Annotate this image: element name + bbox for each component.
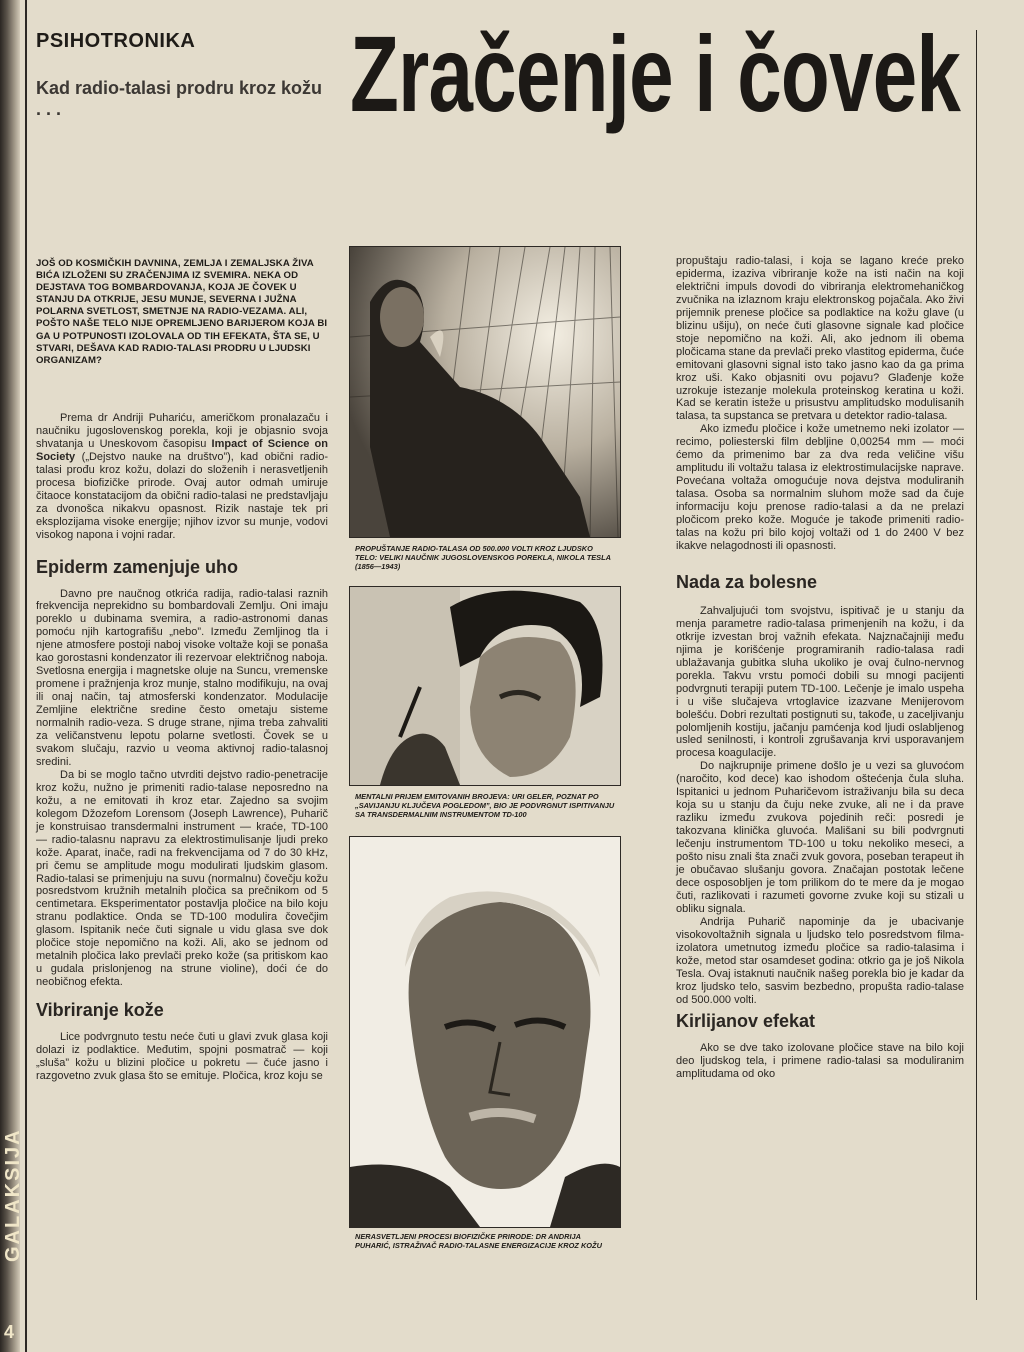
kicker: Kad radio-talasi prodru kroz kožu . . . [36,78,323,119]
caption-geller: MENTALNI PRIJEM EMITOVANIH BROJEVA: URI GELER, POZNAT PO „SAVIJANJU KLJUČEVA POGLEDOM”, BIO JE PODVRGNUT ISPITIVANJU SA TRANSDERMALNIM INSTRUMENTOM TD-100 [355,792,615,820]
photo-tesla [349,246,621,538]
spine-title: GALAKSIJA [2,1128,24,1262]
col1-paragraph-2: Davno pre naučnog otkrića radija, radio-talasi raznih frekvencija neprekidno su bombardovali Zemlju. Oni imaju poreklo u dubinama svemira, a radio-astronomi danas pomoću njih kartografišu „nebo”. Između Zemljinog tla i njene atmosfere postoji naboj visoke voltaže koji se ponaša kao gorostasni kondenzator ili rezervoar električnog naboja. Svetlosna energija i magnetske oluje na Suncu, vremenske promene i pražnjenja kroz munje, stalno modifikuju, na ovaj ili onaj način, taj atmosferski kondenzator. Modulacije Zemljine električne sredine često ometaju sisteme normalnih radio-veza. S druge strane, njima treba zahvaliti za veličanstvenu lepotu polarne svetlosti. Čovek se u svakom slučaju, razvio u veoma aktivnoj radio-talasnoj sredini. [36,587,328,768]
lead-paragraph: JOŠ OD KOSMIČKIH DAVNINA, ZEMLJA I ZEMALJSKA ŽIVA BIĆA IZLOŽENI SU ZRAČENJIMA IZ SVEMIRA. NEKA OD DEJSTAVA TOG BOMBARDOVANJA, KOJA JE ČOVEK U STANJU DA OTKRIJE, JESU MUNJE, SEVERNA I JUŽNA POLARNA SVETLOST, SMETNJE NA RADIO-VEZAMA. ALI, POŠTO NAŠE TELO NIJE OPREMLJENO BARIJEROM KOJA BI GA U POTPUNOSTI IZOLOVALA OD TIH EFEKATA, ŠTA SE, U STVARI, DEŠAVA KAD RADIO-TALASI PRODRU U LJUDSKI ORGANIZAM? [36,258,328,366]
col1-p1-text: Prema dr Andriji Puhariću, američkom pronalazaču i naučniku jugoslovenskog porekla, koji je objasnio svoja shvatanja u Uneskovom časopisu [36,412,328,450]
col1-p1-text-end: („Dejstvo nauke na društvo”), kad obični radio-talasi prođu kroz kožu, dolazi do složenih i nerasvetljenih procesa biofizičke prirode. Ovaj autor odmah umiruje čitaoce konstatacijom da obični radio-talasi ne predstavljaju za dvonošca nikakvu opasnost. Rizik nastaje tek pri eksplozijama visoke energije; njihov izvor su munje, vodovi visokog napona i vojni radar. [36,450,328,541]
column-1 [36,412,328,1083]
col1-paragraph-1 [36,412,328,542]
col1-paragraph-4: Lice podvrgnuto testu neće čuti u glavi zvuk glasa koji dolazi iz podlaktice. Međutim, spojni posmatrač — koji „sluša” kožu u blizini pločice u pokretu — čuće jasno i razgovetno zvuk glasa što se emituje. Pločica, kroz koju se [36,1031,328,1082]
col3-paragraph-6: Ako se dve tako izolovane pločice stave na bilo koji deo ljudskog tela, i primene radio-talasi sa moduliranim amplitudama od oko [676,1042,964,1081]
col3-paragraph-1: propuštaju radio-talasi, i koja se lagano kreće preko epiderma, izaziva vibriranje kože na isti način na koji električni impuls dovodi do vibriranja elektromehaničkog zvučnika na izlaznom kraju elektronskog pojačala. Ako živi prijemnik prenese pločice sa podlaktice na kožu glave (u blizinu ušiju), on neće čuti glasovne signale kad pločice stoje nepomično na koži. Ali, ako jednom ili obema pločicama stane da prevlači preko vlastitog epiderma, čuće emitovani glasovni signal isto tako jasno kao da ga prima kroz uši. Kako objasniti ovu pojavu? Glađenje kože uzrokuje istezanje molekula proteinskog keratina u koži. Kad se keratin isteže u prisustvu amplitudsko modulisanih talasa, ta supstanca se pretvara u detektor radio-talasa. [676,255,964,423]
headline: Zračenje i čovek [350,13,961,134]
right-frame-rule [976,30,977,1300]
photo-geller [349,586,621,786]
left-frame-rule [25,0,27,1352]
col3-paragraph-4: Do najkrupnije primene došlo je u vezi sa gluvoćom (naročito, kod dece) kao ishodom oštećenja čula sluha. Ispitanici u jednom Puharičevom istraživanju bila su deca koja su u stanju da čuju neke zvuke, ali ne i da prave razliku između zvukova pojedinih reči: posredi je takozvana klinička gluvoća. Mališani su bili podvrgnuti lečenju instrumentom TD-100 u toku nekoliko meseci, a pošto nisu znali šta znači zvuk govora, poseban terapeut ih je obučavao slušanju govora. Značajan postotak lečene dece osposobljen je tom prilikom do te mere da je mogao čuti, razlikovati i razumeti govorne zvuke koji su stizali u obliku signala. [676,760,965,915]
subhead-vibriranje: Vibriranje kože [36,1000,164,1021]
photo-tesla-image [350,247,620,537]
journal-title: Impact of Science on Society [36,437,328,463]
col3-paragraph-5: Andrija Puharič napominje da je ubacivanje visokovoltažnih signala u ljudsko telo posredstvom filma-izolatora umetnutog između pločice sa radio-talasima i kože, metod star osamdeset godina: otkrio ga je još Nikola Tesla. Ovaj istaknuti naučnik našeg porekla bio je kadar da kroz ljudsko telo, sasvim bezbedno, propušta radio-talase od 500.000 volti. [676,915,964,1006]
photo-puharich [349,836,621,1228]
column-3 [676,255,964,1081]
caption-puharich: NERASVETLJENI PROCESI BIOFIZIČKE PRIRODE: DR ANDRIJA PUHARIĆ, ISTRAŽIVAČ RADIO-TALASNE ENERGIZACIJE KROZ KOŽU [355,1232,602,1251]
col1-paragraph-3: Da bi se moglo tačno utvrditi dejstvo radio-penetracije kroz kožu, nužno je primeniti radio-talase neposredno na kožu, a ne emitovati ih kroz etar. Zajedno sa svojim kolegom Džozefom Lorensom (Joseph Lawrence), Puharič je konstruisao transdermalni instrument — kraće, TD-100 — radio-talasnu napravu za elektrostimulisanje ljudi preko kože. Aparat, inače, radi na frekvencijama od 7 do 30 kHz, pri čemu se amplitude mogu modulirati ljudskim glasom. Radio-talasi se primenjuju na suvu (normalnu) čovečju kožu posredstvom kružnih metalnih pločica sa prečnikom od 5 centimetara. Eksperimentator postavlja pločice na bilo koju stranu podlaktice. Onda se TD-100 modulira čovečjim glasom. Ispitanik neće čuti signale u vidu glasa sve dok pločice stoje nepomično na koži. Ali, ako se jednom od metalnih pločica lako prevlači preko kože (sa pritiskom kao u gudala prislonjenog na strune violine), doći će do neobičnog efekta. [36,768,328,989]
caption-tesla: PROPUŠTANJE RADIO-TALASA OD 500.000 VOLTI KROZ LJUDSKO TELO: VELIKI NAUČNIK JUGOSLOVENSKOG POREKLA, NIKOLA TESLA (1856—1943) [355,544,611,572]
subhead-epiderm: Epiderm zamenjuje uho [36,556,239,577]
col3-paragraph-2: Ako između pločice i kože umetnemo neki izolator — recimo, poliesterski film debljine 0,00254 mm — moći ćemo da primenimo bar za dva reda veličine višu amplitudu ili voltažu talasa iz elektrostimulacijske naprave. Povećana voltaža omogućuje nova dejstva moduliranih talasa. Osoba sa normalnim sluhom može sad da čuje informaciju koju prenose radio-talasi a da ne prelazi pločicom preko kože. Moguće je takođe primeniti radio-talas na kožu pri bilo kojoj voltaži od 1 do 2400 V bez ikakve nelagodnosti ili opasnosti. [676,423,964,552]
subhead-nada: Nada za bolesne [676,571,818,592]
subhead-kirlijan: Kirlijanov efekat [676,1011,816,1032]
col3-paragraph-3: Zahvaljujući tom svojstvu, ispitivač je u stanju da menja parametre radio-talasa primenjenih na kožu, i da otkrije izvestan broj važnih efekata. Najznačajniji među njima je korišćenje programiranih radio-talasa radi ublažavanja gubitka sluha ukoliko je ovaj čulno-nervnog porekla. Takvu vrstu pomoći dobili su mnogi pacijenti podvrgnuti terapiji putem TD-100. Lečenje je imalo uspeha i u više slučajeva vrtoglavice izazvane Menijerovom bolešću. Dobri rezultati postignuti su, takođe, u zaceljivanju polomljenih kostiju, jačanju pamćenja kod ljudi oslabljenog usled senilnosti, i kontroli zgrušavanja krvi usporavanjem procesa koagulacije. [676,604,964,760]
photo-geller-image [350,587,620,785]
page-number: 4 [4,1322,15,1342]
section-label: PSIHOTRONIKA [36,30,196,52]
photo-puharich-image [350,837,620,1227]
